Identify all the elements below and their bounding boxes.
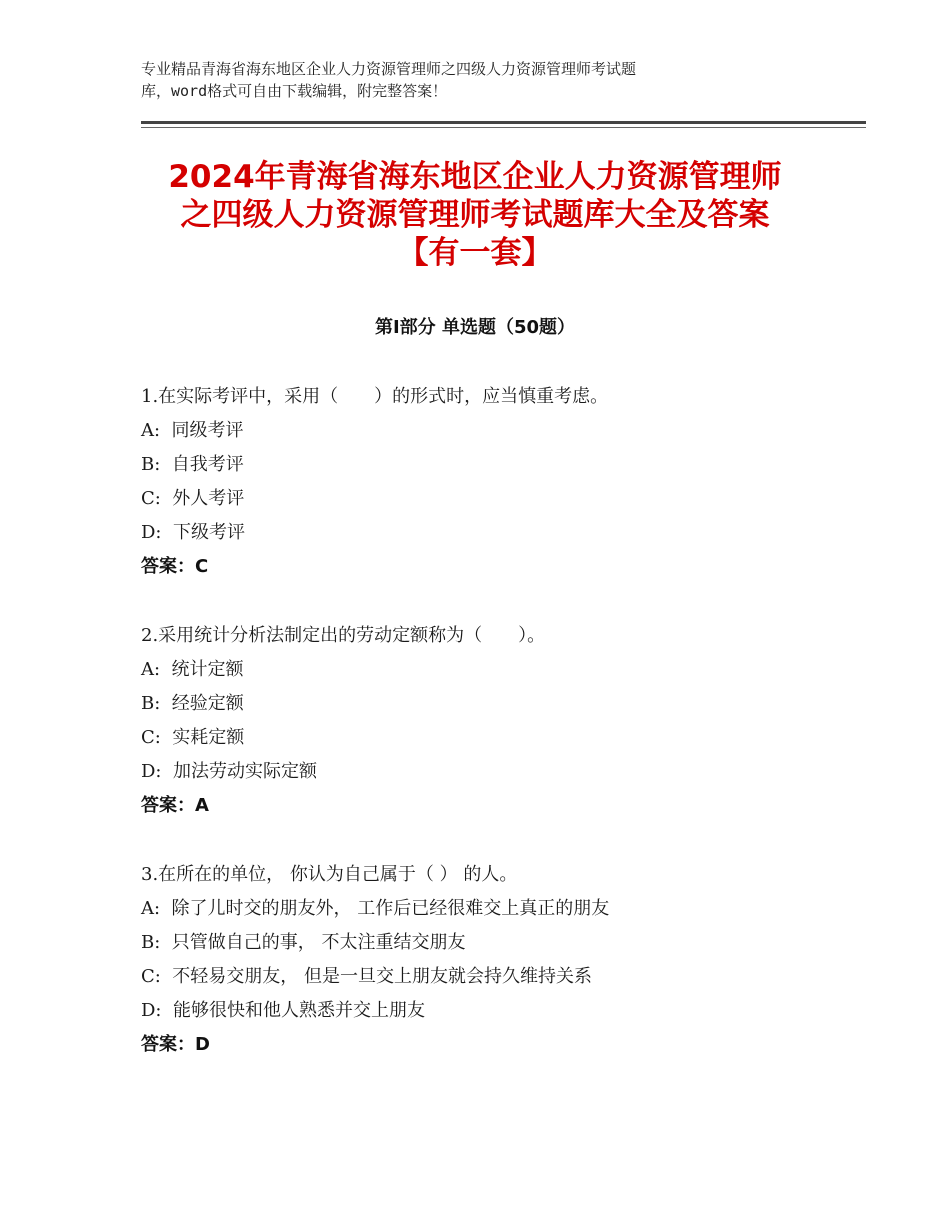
- option-c: C: 实耗定额: [141, 727, 245, 748]
- option-c: C: 不轻易交朋友， 但是一旦交上朋友就会持久维持关系: [141, 966, 592, 987]
- option-a: A: 统计定额: [141, 659, 244, 680]
- question-2: [141, 619, 861, 823]
- option-d: D: 加法劳动实际定额: [141, 761, 317, 782]
- header-note-line-2: 库，word格式可自由下载编辑，附完整答案！: [141, 82, 448, 100]
- question-stem: 3.在所在的单位， 你认为自己属于（ ） 的人。: [141, 864, 518, 885]
- question-stem: 1.在实际考评中，采用（ ）的形式时，应当慎重考虑。: [141, 386, 609, 407]
- section-heading: 第Ⅰ部分 单选题（50题）: [374, 317, 575, 338]
- header-note: [141, 58, 801, 102]
- option-a: A: 除了儿时交的朋友外， 工作后已经很难交上真正的朋友: [141, 898, 610, 919]
- answer: 答案：A: [141, 795, 209, 816]
- option-b: B: 只管做自己的事， 不太注重结交朋友: [141, 932, 466, 953]
- answer: 答案：D: [141, 1034, 210, 1055]
- document-title-line-2: 之四级人力资源管理师考试题库大全及答案: [180, 197, 770, 233]
- header-divider-thick: [141, 121, 866, 124]
- document-title: [120, 158, 830, 272]
- question-3: [141, 858, 861, 1062]
- option-b: B: 自我考评: [141, 454, 244, 475]
- document-title-line-1: 2024年青海省海东地区企业人力资源管理师: [168, 159, 782, 195]
- answer: 答案：C: [141, 556, 209, 577]
- header-divider-thin: [141, 127, 866, 128]
- document-title-line-3: 【有一套】: [397, 235, 553, 271]
- option-d: D: 下级考评: [141, 522, 245, 543]
- option-b: B: 经验定额: [141, 693, 244, 714]
- question-1: [141, 380, 861, 584]
- option-c: C: 外人考评: [141, 488, 245, 509]
- option-d: D: 能够很快和他人熟悉并交上朋友: [141, 1000, 425, 1021]
- header-note-line-1: 专业精品青海省海东地区企业人力资源管理师之四级人力资源管理师考试题: [141, 60, 637, 78]
- option-a: A: 同级考评: [141, 420, 244, 441]
- question-stem: 2.采用统计分析法制定出的劳动定额称为（ ）。: [141, 625, 546, 646]
